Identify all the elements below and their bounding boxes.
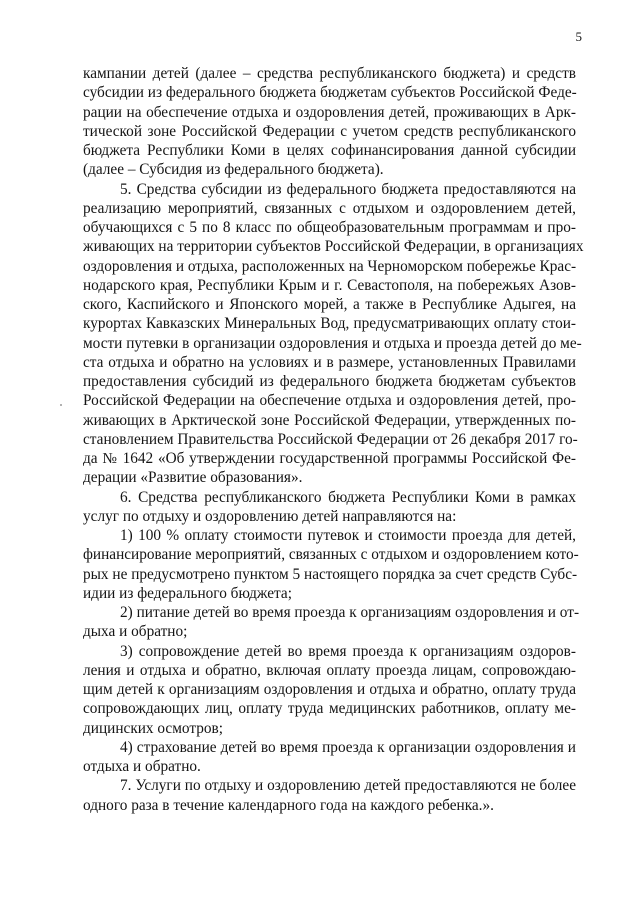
- text-line: сопровождающих лиц, оплату труда медицинских работников, оплату ме-: [83, 700, 576, 718]
- text-line: кампании детей (далее – средства республиканского бюджета) и средств: [83, 65, 576, 82]
- text-line: 5. Средства субсидии из федерального бюджета предоставляются на: [120, 180, 576, 198]
- text-line: живающих на территории субъектов Российской Федерации, в организациях: [83, 238, 584, 256]
- text-line: мости путевки в организации оздоровления и отдыха и проезда детей до ме-: [83, 334, 582, 352]
- text-line: одного раза в течение календарного года на каждого ребенка.».: [83, 796, 494, 814]
- text-line: 2) питание детей во время проезда к организациям оздоровления и от-: [120, 604, 580, 621]
- text-line: дицинских осмотров;: [83, 719, 223, 737]
- text-line: отдыха и обратно.: [83, 758, 201, 775]
- page-number: 5: [575, 29, 582, 44]
- text-line: финансирование мероприятий, связанных с отдыхом и оздоровлением кото-: [83, 546, 579, 564]
- text-line: реализацию мероприятий, связанных с отдыхом и оздоровлением детей,: [83, 199, 576, 217]
- body-text: [83, 64, 584, 815]
- text-line: да № 1642 «Об утверждении государственной программы Российской Фе-: [83, 450, 576, 467]
- text-line: 1) 100 % оплату стоимости путевок и стоимости проезда для детей,: [120, 527, 576, 544]
- text-line: живающих в Арктической зоне Российской Федерации, утвержденных по-: [83, 411, 576, 429]
- text-line: предоставления субсидий из федерального бюджета бюджетам субъектов: [83, 373, 576, 390]
- text-line: услуг по отдыху и оздоровлению детей направляются на:: [83, 507, 457, 525]
- text-line: становлением Правительства Российской Федерации от 26 декабря 2017 го-: [83, 430, 578, 448]
- text-line: ста отдыха и обратно на условиях и в размере, установленных Правилами: [83, 353, 576, 371]
- text-line: Российской Федерации на обеспечение отдыха и оздоровления детей, про-: [83, 392, 576, 410]
- text-line: рых не предусмотрено пунктом 5 настоящего порядка за счет средств Субс-: [83, 565, 578, 583]
- text-line: 4) страхование детей во время проезда к организации оздоровления и: [120, 738, 576, 756]
- text-line: дерации «Развитие образования».: [83, 469, 303, 487]
- text-line: субсидии из федерального бюджета бюджетам субъектов Российской Феде-: [83, 84, 577, 102]
- text-line: дыха и обратно;: [83, 623, 188, 641]
- text-line: 3) сопровождение детей во время проезда к организациям оздоров-: [120, 642, 576, 660]
- text-line: ления и отдыха и обратно, включая оплату проезда лицам, сопровождаю-: [83, 661, 576, 679]
- text-line: бюджета Республики Коми в целях софинансирования данной субсидии: [83, 142, 576, 159]
- text-line: нодарского края, Республики Крым и г. Севастополя, на побережьях Азов-: [83, 276, 576, 294]
- text-line: идии из федерального бюджета;: [83, 584, 292, 602]
- text-line: 6. Средства республиканского бюджета Республики Коми в рамках: [120, 488, 576, 506]
- scan-speck: [60, 404, 62, 406]
- text-line: (далее – Субсидия из федерального бюджета).: [83, 161, 384, 179]
- text-line: обучающихся с 5 по 8 класс по общеобразовательным программам и про-: [83, 219, 576, 236]
- text-line: рации на обеспечение отдыха и оздоровления детей, проживающих в Арк-: [83, 103, 576, 121]
- text-line: оздоровления и отдыха, расположенных на Черноморском побережье Крас-: [83, 257, 577, 275]
- text-line: тической зоне Российской Федерации с учетом средств республиканского: [83, 122, 576, 140]
- text-line: щим детей к организациям оздоровления и отдыха и обратно, оплату труда: [83, 681, 576, 698]
- text-line: 7. Услуги по отдыху и оздоровлению детей предоставляются не более: [120, 777, 576, 795]
- text-line: курортах Кавказских Минеральных Вод, предусматривающих оплату стои-: [83, 315, 576, 333]
- text-line: ского, Каспийского и Японского морей, а также в Республике Адыгея, на: [83, 296, 576, 313]
